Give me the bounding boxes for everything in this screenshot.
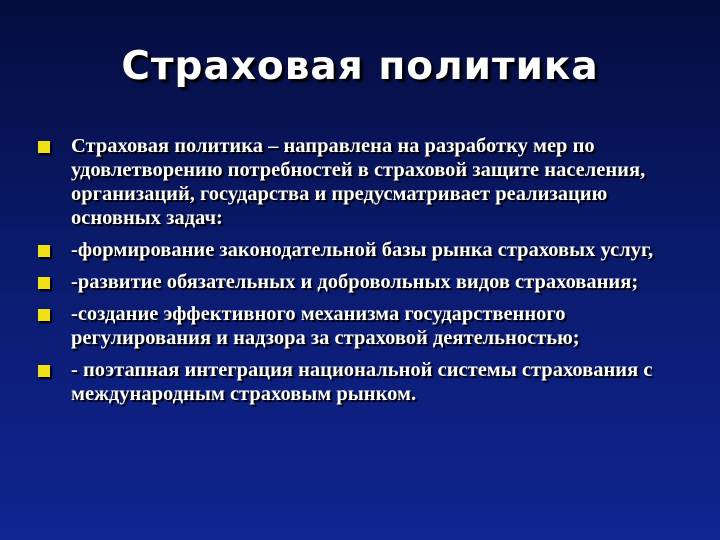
square-bullet-icon <box>38 141 50 153</box>
bullet-text: -развитие обязательных и добровольных видов страхования; <box>71 271 639 293</box>
bullet-item <box>38 238 693 262</box>
bullet-text: - поэтапная интеграция национальной системы страхования с международным страховым рынком. <box>71 359 653 405</box>
bullet-item <box>38 134 693 230</box>
slide-title: Страховая политика <box>121 44 599 89</box>
bullet-text: -создание эффективного механизма государственного регулирования и надзора за страховой деятельностью; <box>71 303 580 349</box>
square-bullet-icon <box>38 365 50 377</box>
bullet-text: -формирование законодательной базы рынка страховых услуг, <box>71 239 654 261</box>
square-bullet-icon <box>38 245 50 257</box>
bullet-item <box>38 302 693 350</box>
square-bullet-icon <box>38 309 50 321</box>
bullet-item <box>38 358 693 406</box>
square-bullet-icon <box>38 277 50 289</box>
bullet-text: Страховая политика – направлена на разработку мер по удовлетворению потребностей в страховой защите населения, организаций, государства и предусматривает реализацию основных задач: <box>71 135 646 229</box>
bullet-item <box>38 270 693 294</box>
bullet-list <box>38 134 693 414</box>
